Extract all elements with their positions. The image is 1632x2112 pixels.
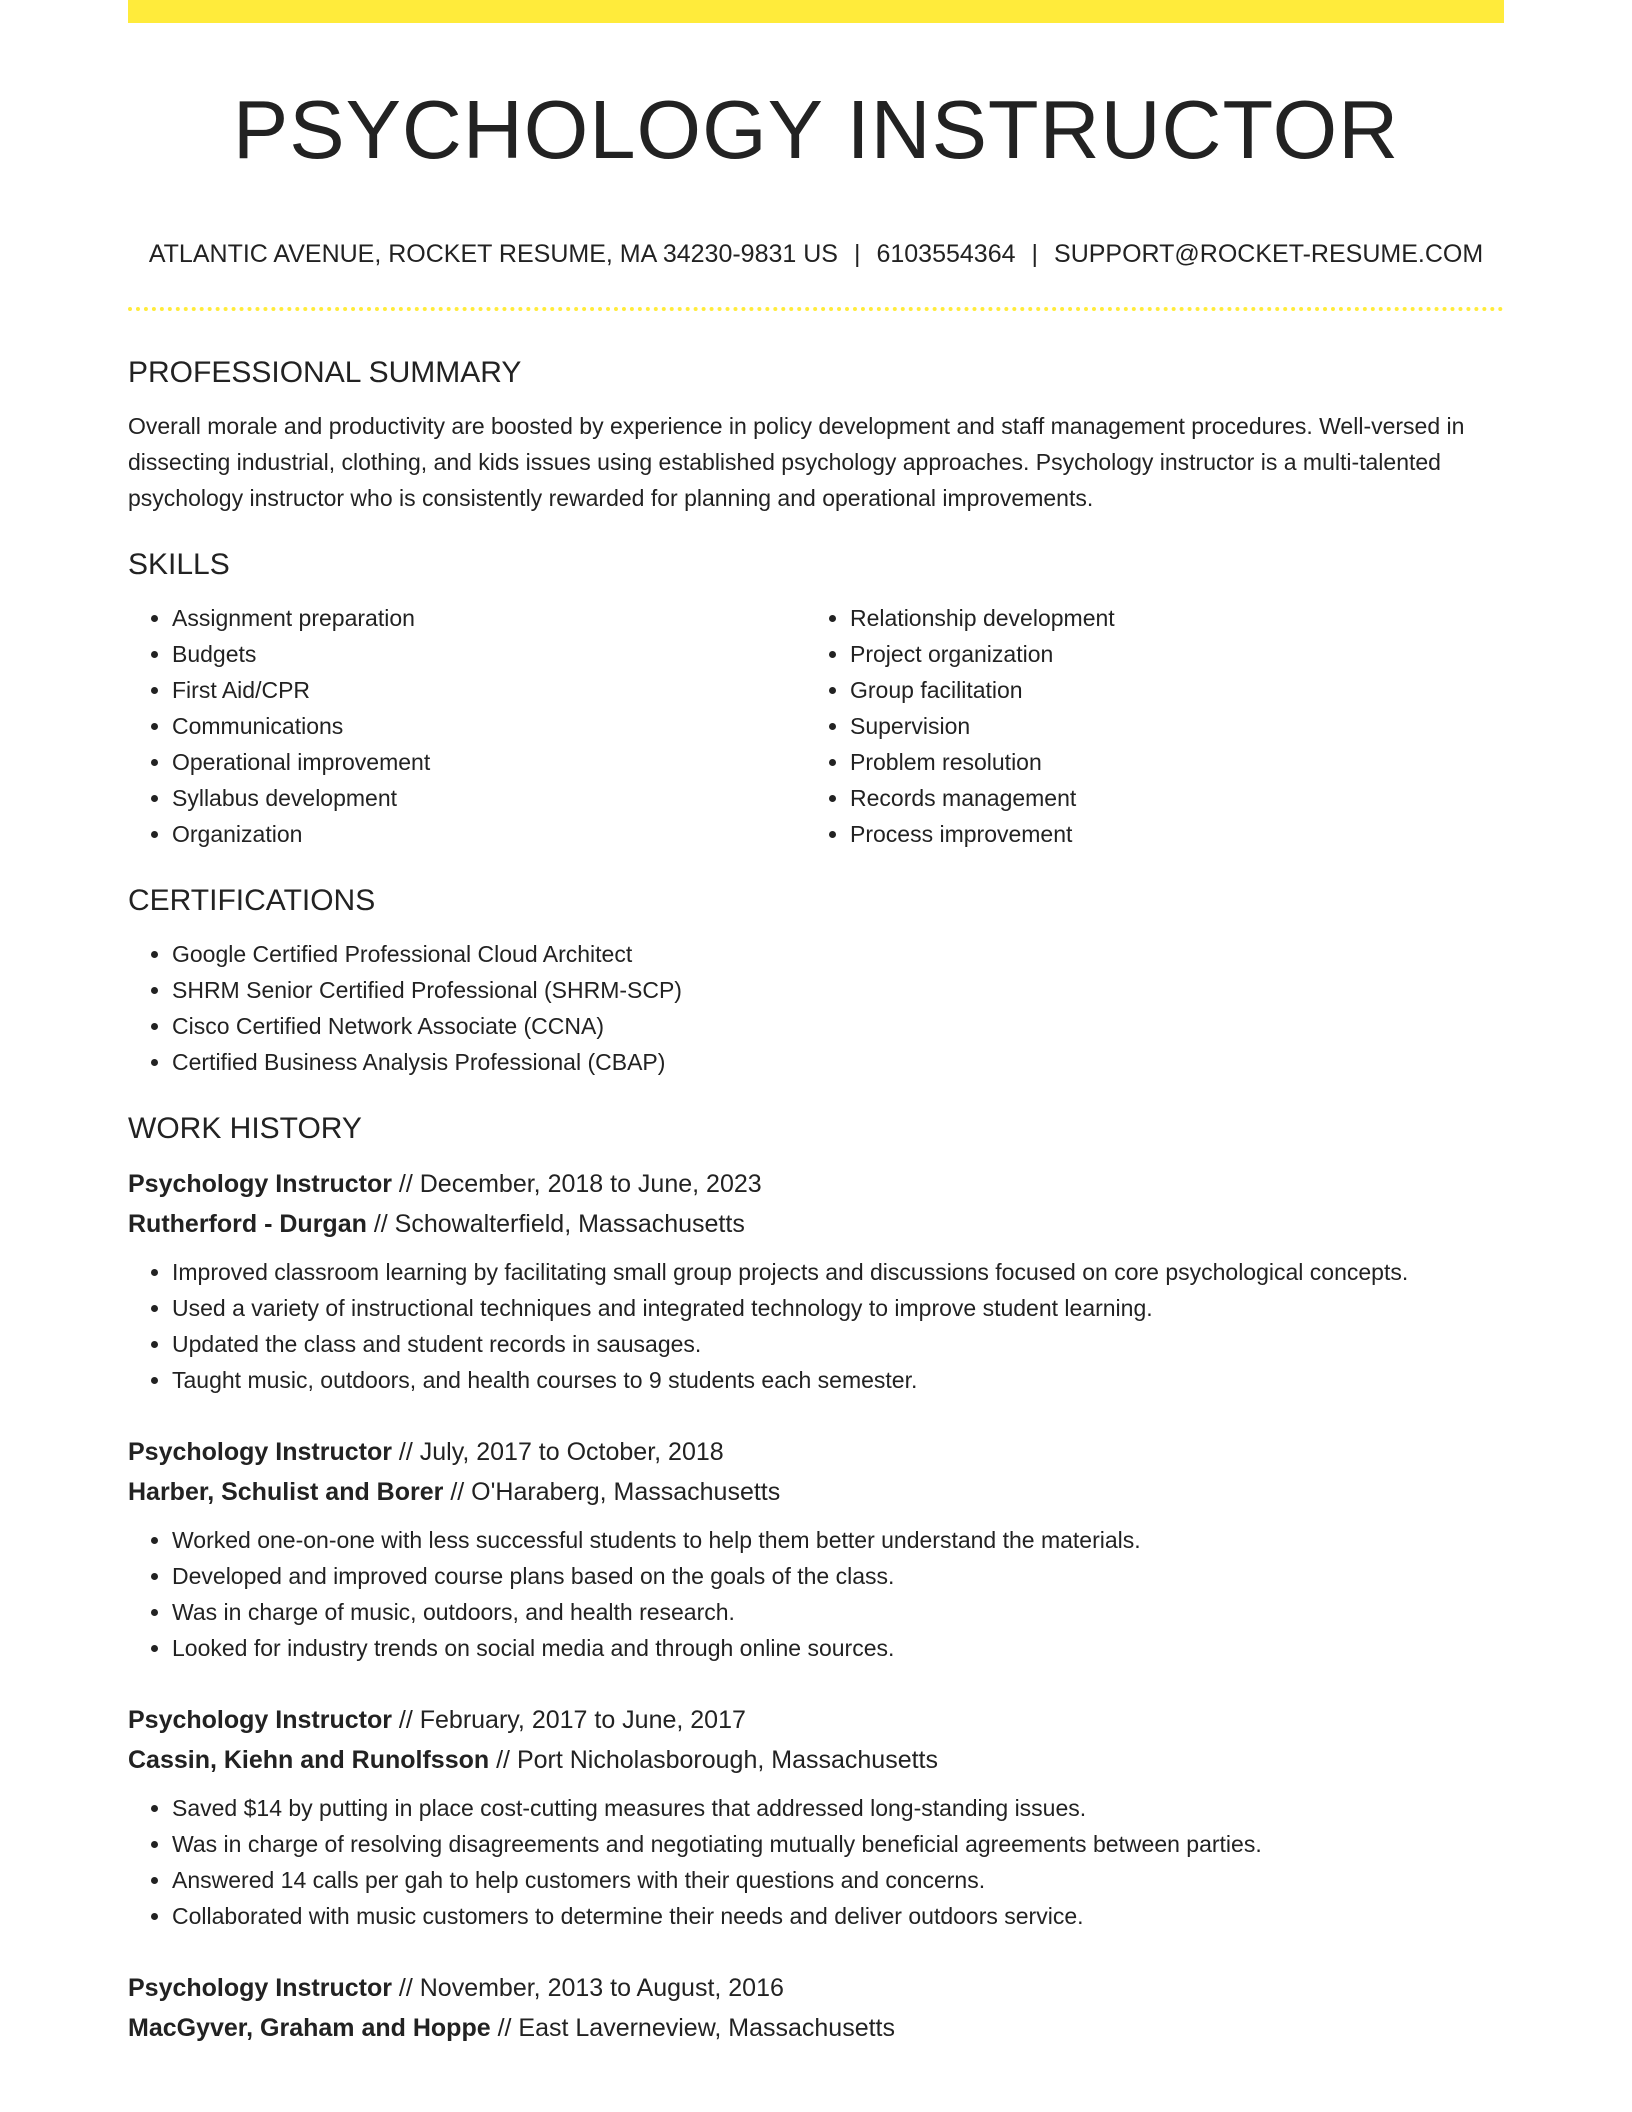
job-location: // East Laverneview, Massachusetts (497, 2014, 895, 2042)
job-company-line (128, 1472, 1504, 1512)
job-title-line (128, 1968, 1504, 2008)
job-bullet: • Taught music, outdoors, and health courses to 9 students each semester. (172, 1362, 1504, 1398)
page-title: PSYCHOLOGY INSTRUCTOR (232, 83, 1400, 176)
job-bullet: • Improved classroom learning by facilitating small group projects and discussions focused on core psychological concepts. (172, 1254, 1504, 1290)
section-heading: PROFESSIONAL SUMMARY (128, 356, 522, 389)
contact-separator: | (853, 240, 861, 268)
job-entry (128, 1968, 1504, 2048)
skill-item: • Communications (172, 708, 806, 744)
job-dates: // July, 2017 to October, 2018 (398, 1438, 724, 1466)
skill-item: • Organization (172, 816, 806, 852)
job-dates: // February, 2017 to June, 2017 (398, 1706, 746, 1734)
section-heading: WORK HISTORY (128, 1112, 362, 1145)
contact-line (128, 236, 1504, 272)
job-title-line (128, 1432, 1504, 1472)
certifications-section (128, 880, 1504, 1080)
skill-item: • Budgets (172, 636, 806, 672)
job-bullets (128, 1522, 1504, 1666)
job-bullets (128, 1790, 1504, 1934)
job-title-line (128, 1700, 1504, 1740)
job-company-line (128, 1740, 1504, 1780)
job-dates: // December, 2018 to June, 2023 (398, 1170, 762, 1198)
skills-list-right (806, 600, 1484, 852)
job-bullet: • Saved $14 by putting in place cost-cutting measures that addressed long-standing issues. (172, 1790, 1504, 1826)
job-company: Cassin, Kiehn and Runolfsson (128, 1746, 490, 1774)
job-title: Psychology Instructor (128, 1170, 392, 1198)
certification-item: • SHRM Senior Certified Professional (SHRM-SCP) (172, 972, 1504, 1008)
skill-item: • Records management (850, 780, 1484, 816)
skill-item: • Operational improvement (172, 744, 806, 780)
skill-item: • Supervision (850, 708, 1484, 744)
skill-item: • Syllabus development (172, 780, 806, 816)
skills-section (128, 544, 1504, 852)
job-location: // Schowalterfield, Massachusetts (373, 1210, 745, 1238)
job-bullet: • Looked for industry trends on social media and through online sources. (172, 1630, 1504, 1666)
job-company-line (128, 2008, 1504, 2048)
job-company: Rutherford - Durgan (128, 1210, 367, 1238)
resume-content (128, 352, 1504, 2048)
job-bullet: • Updated the class and student records in sausages. (172, 1326, 1504, 1362)
job-entry (128, 1432, 1504, 1666)
work-history-section (128, 1108, 1504, 2048)
job-company: MacGyver, Graham and Hoppe (128, 2014, 491, 2042)
skills-list-left (128, 600, 806, 852)
job-bullet: • Was in charge of resolving disagreements and negotiating mutually beneficial agreements between parties. (172, 1826, 1504, 1862)
accent-bar (128, 0, 1504, 23)
skill-item: • Assignment preparation (172, 600, 806, 636)
contact-separator: | (1031, 240, 1039, 268)
certification-item: • Certified Business Analysis Professional (CBAP) (172, 1044, 1504, 1080)
skill-item: • Problem resolution (850, 744, 1484, 780)
job-bullet: • Answered 14 calls per gah to help customers with their questions and concerns. (172, 1862, 1504, 1898)
job-title: Psychology Instructor (128, 1974, 392, 2002)
skill-item: • Relationship development (850, 600, 1484, 636)
skills-columns (128, 586, 1504, 852)
job-bullet: • Developed and improved course plans based on the goals of the class. (172, 1558, 1504, 1594)
skill-item: • Group facilitation (850, 672, 1484, 708)
job-dates: // November, 2013 to August, 2016 (398, 1974, 784, 2002)
certification-item: • Google Certified Professional Cloud Architect (172, 936, 1504, 972)
contact-email: SUPPORT@ROCKET-RESUME.COM (1054, 240, 1484, 268)
dotted-divider (128, 307, 1504, 311)
job-bullet: • Used a variety of instructional techniques and integrated technology to improve student learning. (172, 1290, 1504, 1326)
job-location: // Port Nicholasborough, Massachusetts (496, 1746, 938, 1774)
certifications-list (128, 936, 1504, 1080)
skill-item: • Project organization (850, 636, 1484, 672)
job-bullets (128, 1254, 1504, 1398)
skill-item: • Process improvement (850, 816, 1484, 852)
job-bullet: • Collaborated with music customers to determine their needs and deliver outdoors service. (172, 1898, 1504, 1934)
job-entry (128, 1164, 1504, 1398)
certification-item: • Cisco Certified Network Associate (CCNA) (172, 1008, 1504, 1044)
section-heading: CERTIFICATIONS (128, 884, 376, 917)
job-bullet: • Was in charge of music, outdoors, and health research. (172, 1594, 1504, 1630)
job-bullet: • Worked one-on-one with less successful students to help them better understand the materials. (172, 1522, 1504, 1558)
job-title: Psychology Instructor (128, 1438, 392, 1466)
summary-section (128, 352, 1504, 516)
job-location: // O'Haraberg, Massachusetts (450, 1478, 781, 1506)
contact-phone: 6103554364 (876, 240, 1016, 268)
contact-address: ATLANTIC AVENUE, ROCKET RESUME, MA 34230-9831 US (148, 240, 838, 268)
job-company-line (128, 1204, 1504, 1244)
skill-item: • First Aid/CPR (172, 672, 806, 708)
section-heading: SKILLS (128, 548, 230, 581)
job-title-line (128, 1164, 1504, 1204)
job-company: Harber, Schulist and Borer (128, 1478, 444, 1506)
summary-text: Overall morale and productivity are boosted by experience in policy development and staff management procedures. Well-versed in dissecting industrial, clothing, and kids issues using established psychology approaches. Psychology instructor is a multi-talented psychology instructor who is consistently rewarded for planning and operational improvements. (128, 413, 1465, 511)
job-title: Psychology Instructor (128, 1706, 392, 1734)
job-entry (128, 1700, 1504, 1934)
